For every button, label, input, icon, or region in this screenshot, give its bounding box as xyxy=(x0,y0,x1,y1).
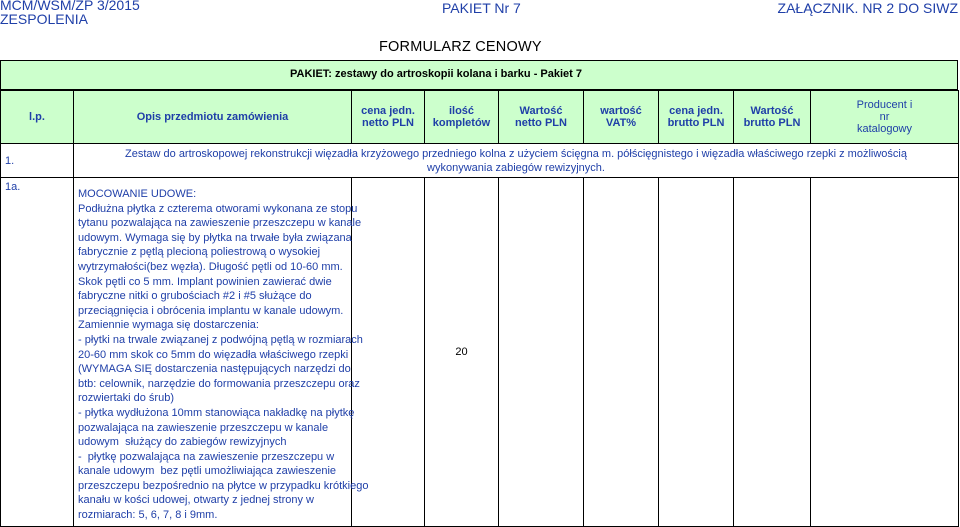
row1a-lp: 1a. xyxy=(1,178,74,527)
col-wartosc-brutto-line2: brutto PLN xyxy=(743,117,801,129)
row1a-description-line: kanału w kości udowej, otwarty z jednej strony w xyxy=(78,494,314,507)
package-number: PAKIET Nr 7 xyxy=(442,0,521,16)
row1a-wartosc-netto[interactable] xyxy=(499,178,584,527)
row1a-description-line: MOCOWANIE UDOWE: xyxy=(78,188,197,200)
col-opis: Opis przedmiotu zamówienia xyxy=(74,91,352,144)
row1a-description-line: - płytka wydłużona 10mm stanowiąca nakładkę na płytkę xyxy=(78,406,355,419)
row1a-description-line: 20-60 mm skok co 5mm do więzadła właściwego rzepki xyxy=(78,348,349,361)
col-producent-line1: Producent i xyxy=(856,99,913,111)
row1-description-line1: Zestaw do artroskopowej rekonstrukcji więzadła krzyżowego przedniego kolna z użyciem ścięgna m. półścięgnistego i więzadła właściwego rzepki z możliwością xyxy=(125,147,907,160)
form-title: FORMULARZ CENOWY xyxy=(379,39,542,55)
row1a-description xyxy=(74,178,369,527)
row1a-description-line: rozmiarach: 5, 6, 7, 8 i 9mm. xyxy=(78,509,218,522)
row1a-description-line: Skok pętli co 5 mm. Implant powinien zawierać dwie xyxy=(78,275,332,288)
table-row-item xyxy=(1,178,959,527)
col-wartosc-brutto-line1: Wartość xyxy=(750,105,794,117)
col-ilosc xyxy=(425,91,499,144)
col-producent-line3: katalogowy xyxy=(856,123,913,135)
price-table xyxy=(0,90,959,527)
row1a-description-line: kanale udowym bez pętli umożliwiająca zawieszenie xyxy=(78,465,337,478)
col-vat-line1: wartość xyxy=(600,105,642,117)
col-wartosc-netto-line1: Wartość xyxy=(519,105,563,117)
package-title: PAKIET: zestawy do artroskopii kolana i barku - Pakiet 7 xyxy=(290,68,582,80)
row1a-description-line: - płytkę pozwalająca na zawieszenie przeszczepu w xyxy=(78,450,335,463)
document-reference xyxy=(0,0,140,26)
col-ilosc-line1: ilość xyxy=(448,105,475,117)
col-producent-line2: nr xyxy=(879,111,890,123)
row1a-description-lines xyxy=(78,187,369,523)
col-cena-netto xyxy=(352,91,425,144)
row1a-description-line: Zamiennie wymaga się dostarczenia: xyxy=(78,319,259,332)
row1a-description-line: wytrzymałości(bez węzła). Długość pętli od 10-60 mm. xyxy=(78,260,343,273)
row1a-description-line: (WYMAGA SIĘ dostarczenia następujących narzędzi do xyxy=(78,363,351,376)
row1a-description-line: rozwiertaki do śrub) xyxy=(78,392,174,405)
row1-description-line2: wykonywania zabiegów rewizyjnych. xyxy=(427,161,605,174)
col-ilosc-line2: kompletów xyxy=(432,117,491,129)
col-vat xyxy=(584,91,659,144)
attachment-label: ZAŁĄCZNIK. NR 2 DO SIWZ xyxy=(777,0,958,16)
col-cena-brutto-line1: cena jedn. xyxy=(669,105,723,117)
col-cena-brutto xyxy=(659,91,734,144)
row1-lp: 1. xyxy=(1,144,74,178)
package-banner xyxy=(0,60,958,90)
row1a-description-line: Podłużna płytka z czterema otworami wykonana ze stopu xyxy=(78,202,358,215)
row1a-ilosc: 20 xyxy=(425,178,499,527)
col-cena-netto-line2: netto PLN xyxy=(362,117,414,129)
row1a-description-line: udowym. Wymaga się by płytka na trwałe była związana xyxy=(78,231,352,244)
reference-number: MCM/WSM/ZP 3/2015 xyxy=(0,0,140,13)
col-producent xyxy=(811,91,959,144)
col-lp: l.p. xyxy=(1,91,74,144)
row1a-description-line: przeciągnięcia i obrócenia implantu w kanale udowym. xyxy=(78,304,344,317)
row1a-description-line: przeszczepu bezpośrednio na płytce w przypadku krótkiego xyxy=(78,479,369,492)
row1a-description-line: udowym służący do zabiegów rewizyjnych xyxy=(78,436,287,449)
reference-subject: ZESPOLENIA xyxy=(0,11,88,27)
col-vat-line2: VAT% xyxy=(605,117,637,129)
col-cena-netto-line1: cena jedn. xyxy=(361,105,415,117)
row1a-cena-netto[interactable] xyxy=(352,178,425,527)
row1a-description-line: pozwalająca na zawieszenie przeszczepu w kanale xyxy=(78,421,329,434)
row1a-description-line: btb: celownik, narzędzie do formowania przeszczepu oraz xyxy=(78,377,360,390)
table-header-row xyxy=(1,91,959,144)
row1a-description-line: fabryczne nitki o grubościach #2 i #5 służące do xyxy=(78,290,312,303)
row1a-producent[interactable] xyxy=(811,178,959,527)
row1a-wartosc-brutto[interactable] xyxy=(734,178,811,527)
col-cena-brutto-line2: brutto PLN xyxy=(667,117,725,129)
row1a-vat[interactable] xyxy=(584,178,659,527)
row1a-cena-brutto[interactable] xyxy=(659,178,734,527)
row1a-description-line: fabrycznie z pętlą plecioną poliestrową o wysokiej xyxy=(78,246,321,259)
col-wartosc-brutto xyxy=(734,91,811,144)
table-row-set xyxy=(1,144,959,178)
col-wartosc-netto-line2: netto PLN xyxy=(515,117,567,129)
row1a-description-line: - płytki na trwale związanej z podwójną pętlą w rozmiarach xyxy=(78,333,363,346)
col-wartosc-netto xyxy=(499,91,584,144)
row1-description xyxy=(74,144,959,178)
row1a-description-line: tytanu pozwalająca na zawieszenie przeszczepu w kanale xyxy=(78,217,362,230)
